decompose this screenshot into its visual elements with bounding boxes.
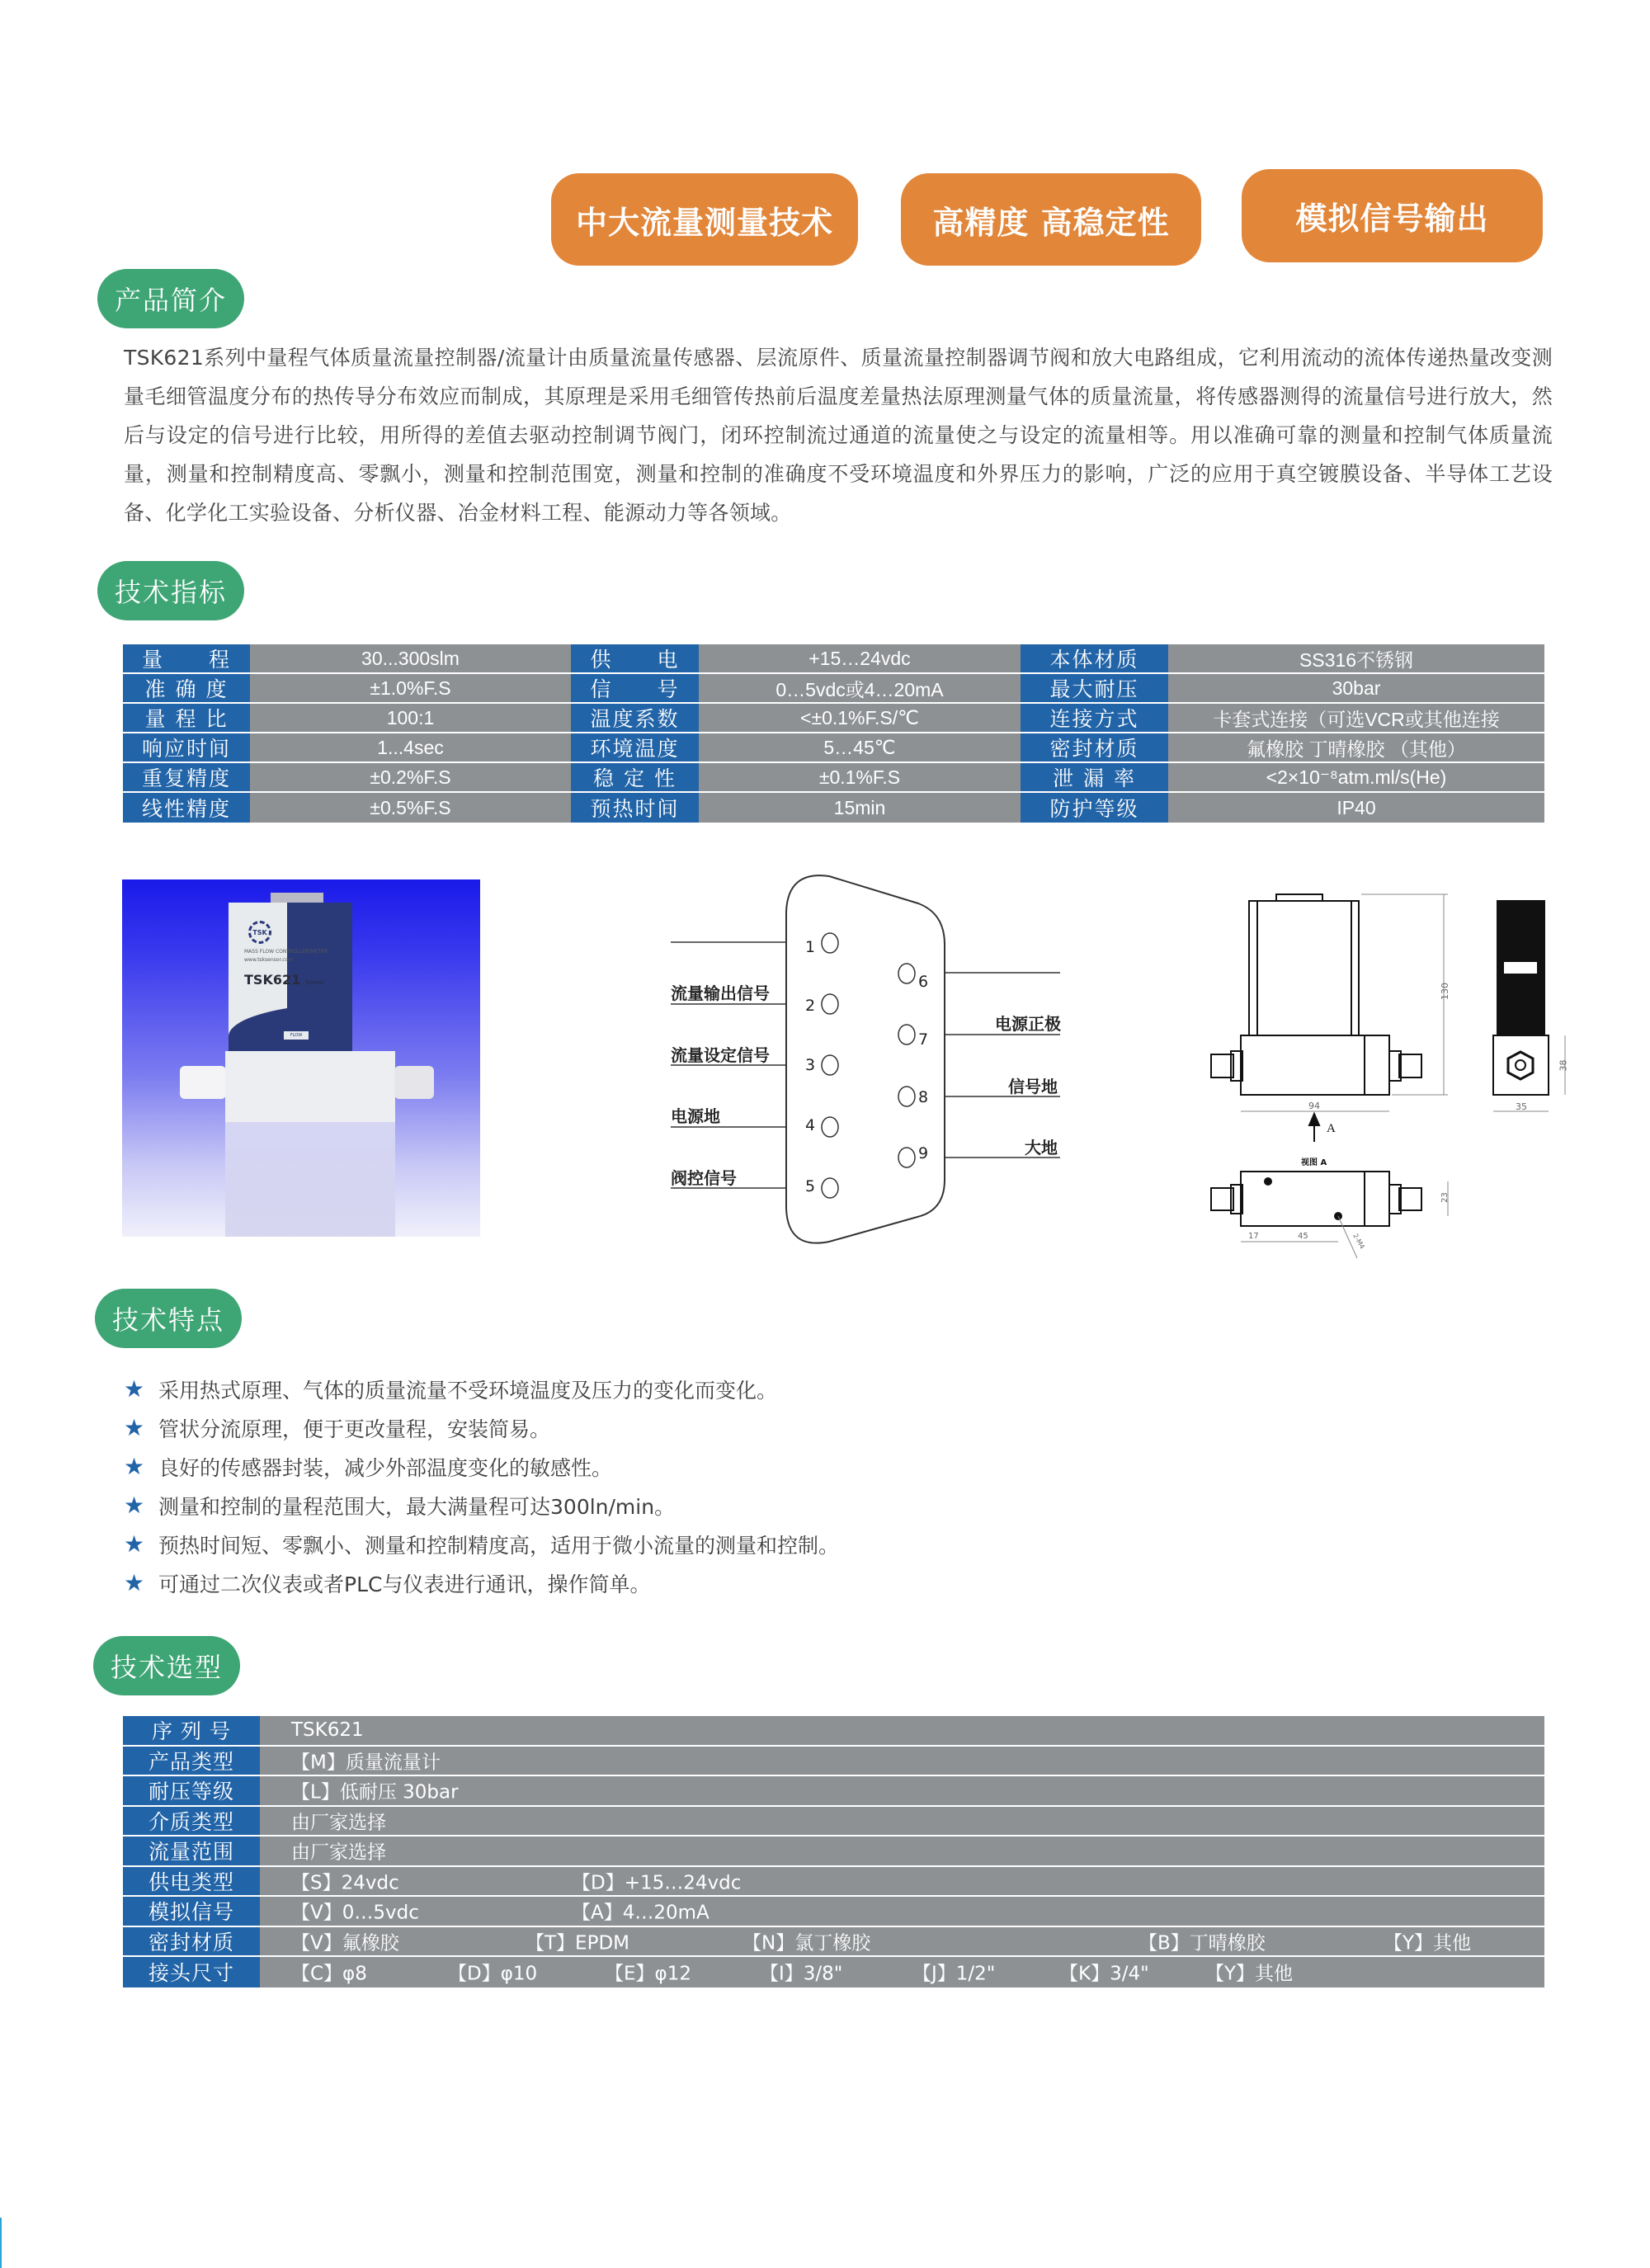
spec-row <box>123 763 1544 793</box>
star-icon: ★ <box>124 1375 145 1403</box>
spec-value: 氟橡胶 丁晴橡胶 （其他） <box>1168 733 1544 762</box>
device-url: www.tsksensor.com <box>244 957 294 963</box>
selection-options <box>260 1807 1544 1836</box>
selection-row <box>123 1867 1544 1898</box>
selection-options <box>260 1837 1544 1865</box>
spec-label: 预热时间 <box>571 793 699 823</box>
selection-option: 【S】24vdc <box>291 1872 399 1894</box>
selection-options <box>260 1897 1544 1926</box>
spec-value: 卡套式连接（可选VCR或其他连接 <box>1168 704 1544 732</box>
spec-value: ±0.1%F.S <box>699 763 1021 791</box>
spec-row <box>123 793 1544 823</box>
spec-label: 最大耐压 <box>1021 674 1168 702</box>
dim-height: 130 <box>1440 983 1450 1000</box>
pin-5-number: 5 <box>805 1177 816 1195</box>
feature-item <box>124 1486 839 1525</box>
selection-options <box>260 1927 1544 1956</box>
page-edge-accent <box>0 2218 2 2268</box>
star-icon: ★ <box>124 1453 145 1480</box>
model-text: TSK621 <box>244 972 301 988</box>
section-title-intro: 产品简介 <box>97 269 244 328</box>
selection-options <box>260 1957 1544 1987</box>
selection-option: 【C】φ8 <box>291 1963 367 1985</box>
selection-row <box>123 1776 1544 1807</box>
feature-text: 采用热式原理、气体的质量流量不受环境温度及压力的变化而变化。 <box>158 1378 778 1403</box>
star-icon: ★ <box>124 1414 145 1441</box>
pin-6-number: 6 <box>918 973 929 991</box>
feature-list <box>124 1370 839 1602</box>
dim-hole-offset: 17 <box>1248 1232 1259 1241</box>
selection-option: 【L】低耐压 30bar <box>291 1781 459 1804</box>
pin-5-label: 阀控信号 <box>671 1168 737 1188</box>
spec-label: 环境温度 <box>571 733 699 762</box>
star-icon: ★ <box>124 1569 145 1596</box>
spec-row <box>123 733 1544 763</box>
spec-value: 1...4sec <box>250 733 571 762</box>
selection-option: 【M】质量流量计 <box>291 1752 441 1774</box>
selection-label: 产品类型 <box>123 1747 260 1775</box>
spec-value: ±1.0%F.S <box>250 674 571 702</box>
selection-label: 流量范围 <box>123 1837 260 1865</box>
selection-options <box>260 1867 1544 1896</box>
dim-base-height: 38 <box>1558 1059 1569 1072</box>
pin-9-label: 大地 <box>1025 1138 1058 1158</box>
hole-spec: 2-M4 <box>1351 1232 1366 1251</box>
spec-label: 本体材质 <box>1021 644 1168 672</box>
selection-options <box>260 1776 1544 1805</box>
highlight-medium-large-flow: 中大流量测量技术 <box>551 173 858 266</box>
dimension-drawing <box>1192 875 1596 1279</box>
selection-label: 供电类型 <box>123 1867 260 1896</box>
spec-value: 30...300slm <box>250 644 571 672</box>
dim-hole-spacing: 45 <box>1298 1232 1308 1241</box>
pin-3-number: 3 <box>805 1056 816 1074</box>
pin-4-label: 电源地 <box>671 1106 720 1126</box>
selection-option: 【T】EPDM <box>526 1932 630 1954</box>
feature-text: 测量和控制的量程范围大，最大满量程可达300ln/min。 <box>158 1494 676 1519</box>
dim-hole-vertical: 23 <box>1440 1192 1450 1203</box>
spec-label: 准 确 度 <box>123 674 250 702</box>
feature-text: 可通过二次仪表或者PLC与仪表进行通讯，操作简单。 <box>158 1572 651 1596</box>
feature-item <box>124 1563 839 1602</box>
star-icon: ★ <box>124 1492 145 1519</box>
product-photo <box>122 879 480 1237</box>
star-icon: ★ <box>124 1530 145 1558</box>
feature-item <box>124 1408 839 1447</box>
device-base-block <box>225 1051 395 1122</box>
pin-8-number: 8 <box>918 1088 929 1106</box>
feature-item <box>124 1370 839 1408</box>
spec-row <box>123 704 1544 733</box>
spec-label: 连接方式 <box>1021 704 1168 732</box>
intro-paragraph: TSK621系列中量程气体质量流量控制器/流量计由质量流量传感器、层流原件、质量流量控制器调节阀和放大电路组成，它利用流动的流体传递热量改变测量毛细管温度分布的热传导分布效应而制成，其原理是采用毛细管传热前后温度差量热法原理测量气体的质量流量，将传感器测得的流量信号进行放大，然后与设定的信号进行比较，用所得的差值去驱动控制调节阀门，闭环控制流过通道的流量使之与设定的流量相等。用以准确可靠的测量和控制气体质量流量，测量和控制精度高、零飘小，测量和控制范围宽，测量和控制的准确度不受环境温度和外界压力的影响，广泛的应用于真空镀膜设备、半导体工艺设备、化学化工实验设备、分析仪器、冶金材料工程、能源动力等各领域。 <box>124 346 1553 525</box>
pin-1-number: 1 <box>805 938 816 956</box>
spec-value: IP40 <box>1168 793 1544 823</box>
spec-label: 温度系数 <box>571 704 699 732</box>
selection-option: 【B】丁晴橡胶 <box>1138 1932 1266 1954</box>
view-a-label: 视图 A <box>1301 1158 1327 1167</box>
device-caption: MASS FLOW CONTROLLER/METER <box>244 949 328 955</box>
spec-value: ±0.2%F.S <box>250 763 571 791</box>
spec-label: 线性精度 <box>123 793 250 823</box>
spec-label: 泄 漏 率 <box>1021 763 1168 791</box>
section-title-specs: 技术指标 <box>97 561 244 620</box>
tsk-gear-logo-icon: TSK <box>248 921 271 944</box>
selection-option: TSK621 <box>291 1719 364 1742</box>
selection-option: 【J】1/2" <box>912 1963 996 1985</box>
selection-option: 【V】0…5vdc <box>291 1902 419 1924</box>
view-arrow-label: A <box>1327 1122 1336 1135</box>
section-title-selection: 技术选型 <box>93 1636 240 1695</box>
pin-7-label: 电源正极 <box>995 1014 1061 1034</box>
selection-options <box>260 1747 1544 1775</box>
selection-option: 【Y】其他 <box>1205 1963 1294 1985</box>
spec-value: 30bar <box>1168 674 1544 702</box>
spec-value: 0…5vdc或4…20mA <box>699 674 1021 702</box>
pin-3-label: 流量设定信号 <box>671 1045 770 1065</box>
outlet-fitting <box>394 1066 434 1099</box>
device-model <box>244 972 323 988</box>
selection-option: 【D】φ10 <box>448 1963 538 1985</box>
highlight-precision-stability: 高精度 高稳定性 <box>901 173 1201 266</box>
spec-label: 响应时间 <box>123 733 250 762</box>
feature-text: 管状分流原理，便于更改量程，安装简易。 <box>158 1417 551 1441</box>
spec-label: 重复精度 <box>123 763 250 791</box>
selection-option: 【V】氟橡胶 <box>291 1932 399 1954</box>
selection-row <box>123 1837 1544 1867</box>
spec-value: ±0.5%F.S <box>250 793 571 823</box>
highlight-analog-output: 模拟信号输出 <box>1242 169 1543 262</box>
pin-9-number: 9 <box>918 1144 929 1162</box>
db9-pinout-diagram <box>652 862 1081 1266</box>
selection-options <box>260 1716 1544 1745</box>
dim-depth: 35 <box>1516 1101 1527 1112</box>
series-text: Series <box>305 979 323 986</box>
selection-label: 密封材质 <box>123 1927 260 1956</box>
spec-label: 稳 定 性 <box>571 763 699 791</box>
spec-label: 信 号 <box>571 674 699 702</box>
selection-option: 【I】3/8" <box>760 1963 843 1985</box>
pin-8-label: 信号地 <box>1008 1077 1058 1096</box>
pin-2-number: 2 <box>805 997 816 1015</box>
spec-label: 量 程 比 <box>123 704 250 732</box>
selection-row <box>123 1807 1544 1837</box>
inlet-fitting <box>180 1066 226 1099</box>
feature-text: 良好的传感器封装，减少外部温度变化的敏感性。 <box>158 1455 613 1480</box>
selection-option: 由厂家选择 <box>291 1841 386 1864</box>
selection-row <box>123 1716 1544 1747</box>
spec-table <box>123 644 1544 823</box>
spec-label: 供 电 <box>571 644 699 672</box>
photo-reflection <box>225 1122 395 1237</box>
selection-label: 接头尺寸 <box>123 1957 260 1987</box>
spec-label: 密封材质 <box>1021 733 1168 762</box>
selection-row <box>123 1897 1544 1927</box>
spec-row <box>123 644 1544 674</box>
pin-2-label: 流量输出信号 <box>671 983 770 1003</box>
pin-4-number: 4 <box>805 1116 816 1134</box>
selection-label: 模拟信号 <box>123 1897 260 1926</box>
section-title-features: 技术特点 <box>95 1289 242 1348</box>
spec-value: <2×10⁻⁸atm.ml/s(He) <box>1168 763 1544 791</box>
selection-option: 【D】+15…24vdc <box>572 1872 742 1894</box>
spec-value: +15…24vdc <box>699 644 1021 672</box>
spec-value: 15min <box>699 793 1021 823</box>
selection-option: 【N】氯丁橡胶 <box>742 1932 871 1954</box>
selection-option: 【Y】其他 <box>1384 1932 1472 1954</box>
pin-7-number: 7 <box>918 1030 929 1049</box>
spec-label: 防护等级 <box>1021 793 1168 823</box>
dim-width: 94 <box>1308 1101 1320 1111</box>
spec-row <box>123 674 1544 704</box>
selection-table <box>123 1716 1544 1987</box>
flow-arrow-icon: FLOW <box>284 1031 309 1040</box>
selection-option: 【K】3/4" <box>1059 1963 1149 1985</box>
feature-item <box>124 1447 839 1486</box>
spec-value: <±0.1%F.S/℃ <box>699 704 1021 732</box>
selection-option: 【A】4…20mA <box>572 1902 710 1924</box>
spec-value: SS316不锈钢 <box>1168 644 1544 672</box>
selection-row <box>123 1927 1544 1958</box>
feature-text: 预热时间短、零飘小、测量和控制精度高，适用于微小流量的测量和控制。 <box>158 1533 840 1558</box>
spec-value: 100:1 <box>250 704 571 732</box>
selection-label: 耐压等级 <box>123 1776 260 1805</box>
spec-label: 量 程 <box>123 644 250 672</box>
selection-label: 介质类型 <box>123 1807 260 1836</box>
selection-row <box>123 1957 1544 1987</box>
selection-label: 序 列 号 <box>123 1716 260 1745</box>
spec-value: 5…45℃ <box>699 733 1021 762</box>
selection-row <box>123 1747 1544 1777</box>
dimension-lines <box>1192 875 1596 1279</box>
selection-option: 由厂家选择 <box>291 1812 386 1834</box>
selection-option: 【E】φ12 <box>605 1963 691 1985</box>
feature-item <box>124 1525 839 1563</box>
